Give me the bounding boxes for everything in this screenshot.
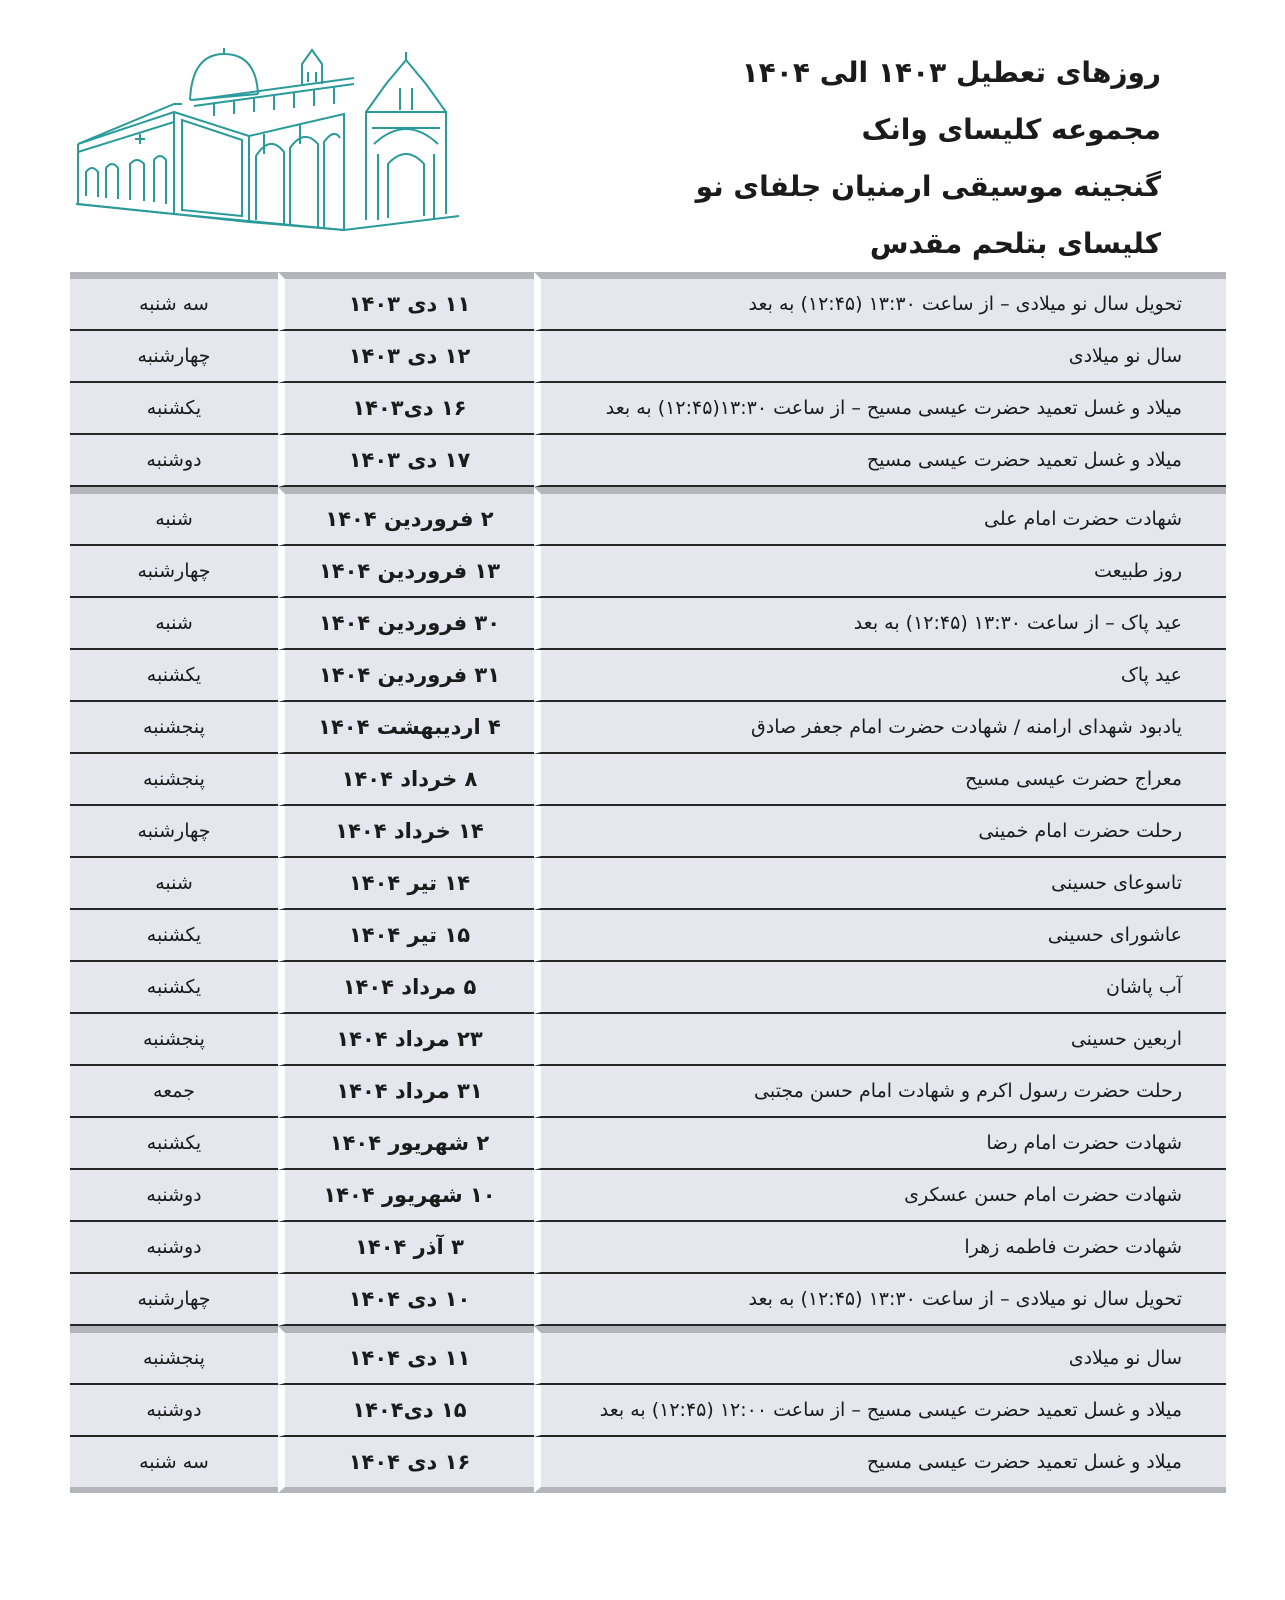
table-row — [70, 331, 1226, 383]
date-cell: ۱۲ دی ۱۴۰۳ — [278, 331, 534, 383]
event-cell: سال نو میلادی — [534, 331, 1226, 383]
event-cell: شهادت حضرت امام رضا — [534, 1118, 1226, 1170]
weekday-cell: یکشنبه — [70, 383, 278, 435]
subtitle-bethlehem-church: کلیسای بتلحم مقدس — [869, 227, 1161, 260]
table-row — [70, 383, 1226, 435]
date-cell: ۳۰ فروردین ۱۴۰۴ — [278, 598, 534, 650]
event-cell: اربعین حسینی — [534, 1014, 1226, 1066]
date-cell: ۱۷ دی ۱۴۰۳ — [278, 435, 534, 487]
event-cell: سال نو میلادی — [534, 1326, 1226, 1385]
event-cell: تحویل سال نو میلادی – از ساعت ۱۳:۳۰ (۱۲:۴۵) به بعد — [534, 1274, 1226, 1326]
event-cell: تحویل سال نو میلادی – از ساعت ۱۳:۳۰ (۱۲:۴۵) به بعد — [534, 272, 1226, 331]
weekday-cell: چهارشنبه — [70, 331, 278, 383]
date-cell: ۱۰ دی ۱۴۰۴ — [278, 1274, 534, 1326]
table-row — [70, 1437, 1226, 1493]
subtitle-music-museum: گنجینه موسیقی ارمنیان جلفای نو — [695, 170, 1161, 203]
table-row — [70, 806, 1226, 858]
weekday-cell: سه شنبه — [70, 1437, 278, 1493]
event-cell: آب پاشان — [534, 962, 1226, 1014]
weekday-cell: یکشنبه — [70, 650, 278, 702]
holiday-table-body — [70, 272, 1226, 1493]
weekday-cell: شنبه — [70, 858, 278, 910]
event-cell: تاسوعای حسینی — [534, 858, 1226, 910]
weekday-cell: پنجشنبه — [70, 1326, 278, 1385]
event-cell: میلاد و غسل تعمید حضرت عیسی مسیح — [534, 1437, 1226, 1493]
date-cell: ۸ خرداد ۱۴۰۴ — [278, 754, 534, 806]
date-cell: ۳۱ مرداد ۱۴۰۴ — [278, 1066, 534, 1118]
event-cell: رحلت حضرت امام خمینی — [534, 806, 1226, 858]
table-row — [70, 1014, 1226, 1066]
event-cell: شهادت حضرت امام علی — [534, 487, 1226, 546]
weekday-cell: سه شنبه — [70, 272, 278, 331]
date-cell: ۱۶ دی۱۴۰۳ — [278, 383, 534, 435]
weekday-cell: پنجشنبه — [70, 1014, 278, 1066]
table-row — [70, 962, 1226, 1014]
table-row — [70, 1118, 1226, 1170]
weekday-cell: شنبه — [70, 487, 278, 546]
weekday-cell: دوشنبه — [70, 1385, 278, 1437]
page-header — [0, 0, 1285, 272]
table-row — [70, 546, 1226, 598]
date-cell: ۱۱ دی ۱۴۰۴ — [278, 1326, 534, 1385]
weekday-cell: یکشنبه — [70, 962, 278, 1014]
table-row — [70, 487, 1226, 546]
date-cell: ۱۶ دی ۱۴۰۴ — [278, 1437, 534, 1493]
event-cell: روز طبیعت — [534, 546, 1226, 598]
event-cell: رحلت حضرت رسول اکرم و شهادت امام حسن مجتبی — [534, 1066, 1226, 1118]
table-row — [70, 910, 1226, 962]
date-cell: ۱۵ تیر ۱۴۰۴ — [278, 910, 534, 962]
date-cell: ۵ مرداد ۱۴۰۴ — [278, 962, 534, 1014]
weekday-cell: چهارشنبه — [70, 1274, 278, 1326]
holiday-table-wrap — [70, 272, 1226, 1493]
table-row — [70, 1274, 1226, 1326]
date-cell: ۱۴ خرداد ۱۴۰۴ — [278, 806, 534, 858]
weekday-cell: دوشنبه — [70, 1222, 278, 1274]
holiday-table — [70, 272, 1226, 1493]
weekday-cell: جمعه — [70, 1066, 278, 1118]
weekday-cell: دوشنبه — [70, 435, 278, 487]
main-title: روزهای تعطیل ۱۴۰۳ الی ۱۴۰۴ — [741, 56, 1161, 89]
table-row — [70, 858, 1226, 910]
title-block — [561, 44, 1161, 272]
date-cell: ۱۳ فروردین ۱۴۰۴ — [278, 546, 534, 598]
event-cell: عید پاک – از ساعت ۱۳:۳۰ (۱۲:۴۵) به بعد — [534, 598, 1226, 650]
date-cell: ۱۰ شهریور ۱۴۰۴ — [278, 1170, 534, 1222]
event-cell: میلاد و غسل تعمید حضرت عیسی مسیح – از ساعت ۱۳:۳۰(۱۲:۴۵) به بعد — [534, 383, 1226, 435]
table-row — [70, 754, 1226, 806]
event-cell: یادبود شهدای ارامنه / شهادت حضرت امام جعفر صادق — [534, 702, 1226, 754]
weekday-cell: چهارشنبه — [70, 806, 278, 858]
date-cell: ۱۴ تیر ۱۴۰۴ — [278, 858, 534, 910]
weekday-cell: پنجشنبه — [70, 754, 278, 806]
weekday-cell: دوشنبه — [70, 1170, 278, 1222]
weekday-cell: یکشنبه — [70, 910, 278, 962]
event-cell: میلاد و غسل تعمید حضرت عیسی مسیح — [534, 435, 1226, 487]
weekday-cell: چهارشنبه — [70, 546, 278, 598]
table-row — [70, 435, 1226, 487]
table-row — [70, 1170, 1226, 1222]
date-cell: ۲ شهریور ۱۴۰۴ — [278, 1118, 534, 1170]
table-row — [70, 598, 1226, 650]
table-row — [70, 1222, 1226, 1274]
date-cell: ۲۳ مرداد ۱۴۰۴ — [278, 1014, 534, 1066]
date-cell: ۳۱ فروردین ۱۴۰۴ — [278, 650, 534, 702]
event-cell: شهادت حضرت امام حسن عسکری — [534, 1170, 1226, 1222]
date-cell: ۱۵ دی۱۴۰۴ — [278, 1385, 534, 1437]
weekday-cell: پنجشنبه — [70, 702, 278, 754]
event-cell: عاشورای حسینی — [534, 910, 1226, 962]
church-illustration-icon — [74, 44, 474, 244]
weekday-cell: شنبه — [70, 598, 278, 650]
date-cell: ۳ آذر ۱۴۰۴ — [278, 1222, 534, 1274]
table-row — [70, 272, 1226, 331]
date-cell: ۲ فروردین ۱۴۰۴ — [278, 487, 534, 546]
date-cell: ۱۱ دی ۱۴۰۳ — [278, 272, 534, 331]
date-cell: ۴ اردیبهشت ۱۴۰۴ — [278, 702, 534, 754]
subtitle-vank-cathedral: مجموعه کلیسای وانک — [861, 113, 1161, 146]
table-row — [70, 1385, 1226, 1437]
weekday-cell: یکشنبه — [70, 1118, 278, 1170]
table-row — [70, 1066, 1226, 1118]
table-row — [70, 1326, 1226, 1385]
event-cell: معراج حضرت عیسی مسیح — [534, 754, 1226, 806]
table-row — [70, 650, 1226, 702]
event-cell: عید پاک — [534, 650, 1226, 702]
event-cell: شهادت حضرت فاطمه زهرا — [534, 1222, 1226, 1274]
event-cell: میلاد و غسل تعمید حضرت عیسی مسیح – از ساعت ۱۲:۰۰ (۱۲:۴۵) به بعد — [534, 1385, 1226, 1437]
table-row — [70, 702, 1226, 754]
